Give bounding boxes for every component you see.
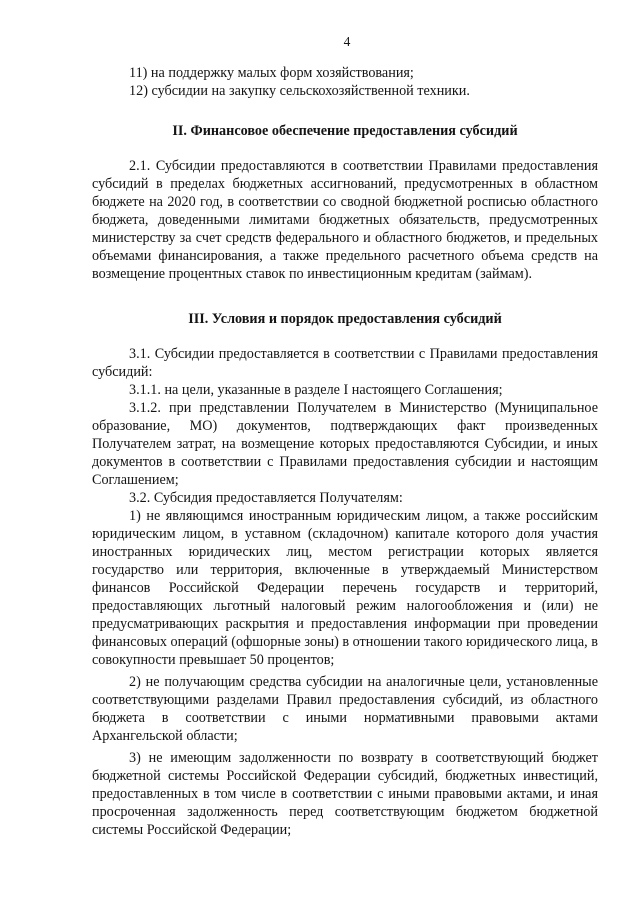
list-item-3: 3) не имеющим задолженности по возврату в соответствующий бюджет бюджетной системы Российской Федерации субсидий, бюджетных инвестиций, предоставленных в том числе в соответствии с иными правовыми актами, и иная просроченная задолженность перед соответствующим бюджетом бюджетной системы Российской Федерации;	[92, 750, 598, 838]
list-item-11: 11) на поддержку малых форм хозяйствования;	[129, 65, 414, 81]
paragraph-3-1-2: 3.1.2. при представлении Получателем в Министерство (Муниципальное образование, МО) документов, подтверждающих факт произведенных Получателем затрат, на возмещение которых предоставляются Субсидии, и иных документов в соответствии с Правилами предоставления субсидии и настоящим Соглашением;	[92, 400, 598, 488]
paragraph-3-2: 3.2. Субсидия предоставляется Получателям:	[129, 490, 403, 506]
section-3-heading: III. Условия и порядок предоставления субсидий	[188, 311, 502, 327]
list-item-2: 2) не получающим средства субсидии на аналогичные цели, установленные соответствующими разделами Правил предоставления субсидий, из областного бюджета в соответствии с иными нормативными правовыми актами Архангельской области;	[92, 674, 598, 744]
list-item-1: 1) не являющимся иностранным юридическим лицом, а также российским юридическим лицом, в уставном (складочном) капитале которого доля участия иностранных юридических лиц, местом регистрации которых является государство или территория, включенные в утверждаемый Министерством финансов Российской Федерации перечень государств и территорий, предоставляющих льготный налоговый режим налогообложения и (или) не предусматривающих раскрытия и предоставления информации при проведении финансовых операций (офшорные зоны) в отношении такого юридического лица, в совокупности превышает 50 процентов;	[92, 508, 598, 668]
section-2-heading: II. Финансовое обеспечение предоставления субсидий	[172, 123, 518, 139]
page-number: 4	[343, 34, 351, 49]
paragraph-3-1: 3.1. Субсидии предоставляется в соответствии с Правилами предоставления субсидий:	[92, 346, 598, 380]
paragraph-3-1-1: 3.1.1. на цели, указанные в разделе I настоящего Соглашения;	[129, 382, 503, 398]
paragraph-2-1: 2.1. Субсидии предоставляются в соответствии Правилами предоставления субсидий в пределах бюджетных ассигнований, предусмотренных в областном бюджете на 2020 год, в соответствии со сводной бюджетной росписью областного бюджета, доведенными лимитами бюджетных обязательств, предусмотренных министерству за счет средств федерального и областного бюджетов, и предельных объемами финансирования, а также предельного расчетного объема средств на возмещение процентных ставок по инвестиционным кредитам (займам).	[92, 158, 598, 282]
list-item-12: 12) субсидии на закупку сельскохозяйственной техники.	[129, 83, 470, 99]
